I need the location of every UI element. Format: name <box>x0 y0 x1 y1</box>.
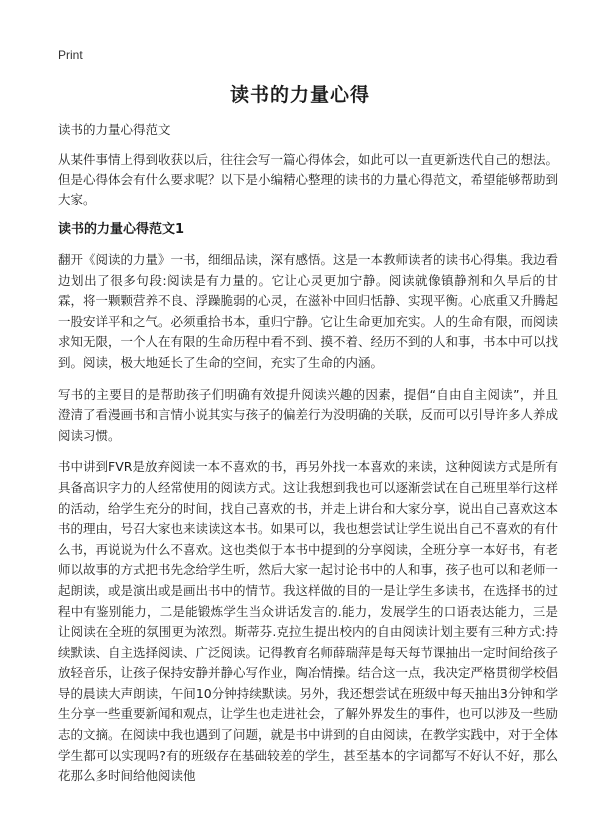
document-subtitle: 读书的力量心得范文 <box>58 122 171 137</box>
body-paragraph-2: 写书的主要目的是帮助孩子们明确有效提升阅读兴趣的因素，提倡“自由自主阅读”，并且澄清了看漫画书和言情小说其实与孩子的偏差行为没明确的关联，反而可以引导许多人养成阅读习惯。 <box>58 386 559 443</box>
print-label[interactable]: Print <box>58 48 83 62</box>
body-paragraph-1: 翻开《阅读的力量》一书，细细品读，深有感悟。这是一本教师读者的读书心得集。我边看边划出了很多句段:阅读是有力量的。它让心灵更加宁静。阅读就像镇静剂和久旱后的甘霖，将一颗颗营养不良、浮躁脆弱的心灵，在滋补中回归恬静、实现平衡。心底重又升腾起一股安详平和之气。必须重拾书本，重归宁静。它让生命更加充实。人的生命有限，而阅读求知无限，一个人在有限的生命历程中看不到、摸不着、经历不到的人和事，书本中可以找到。阅读，极大地延长了生命的空间，充实了生命的内涵。 <box>58 252 559 370</box>
body-paragraph-3: 书中讲到FVR是放弃阅读一本不喜欢的书，再另外找一本喜欢的来读，这种阅读方式是所有具备高识字力的人经常使用的阅读方式。这让我想到我也可以逐渐尝试在自己班里举行这样的活动，给学生充分的时间，找自己喜欢的书，并走上讲台和大家分享，说出自己喜欢这本书的理由，号召大家也来读读这本书。如果可以，我也想尝试让学生说出自己不喜欢的有什么书，再说说为什么不喜欢。这也类似于本书中提到的分享阅读，全班分享一本好书，有老师以故事的方式把书先念给学生听，然后大家一起讨论书中的人和事，孩子也可以和老师一起朗读，或是演出或是画出书中的情节。我这样做的目的一是让学生多读书，在选择书的过程中有鉴别能力，二是能锻炼学生当众讲话发言的.能力，发展学生的口语表达能力，三是让阅读在全班的氛围更为浓烈。斯蒂芬.克拉生提出校内的自由阅读计划主要有三种方式:持续默读、自主选择阅读、广泛阅读。记得教育名师薛瑞萍是每天每节课抽出一定时间给孩子放轻音乐，让孩子保持安静并静心写作业，陶冶情操。结合这一点，我决定严格贯彻学校倡导的晨读大声朗读，午间10分钟持续默读。另外，我还想尝试在班级中每天抽出3分钟和学生分享一些重要新闻和观点，让学生也走进社会，了解外界发生的事件，也可以涉及一些励志的文摘。在阅读中我也遇到了问题，就是书中讲到的自由阅读，在教学实践中，对于全体学生都可以实现吗?有的班级存在基础较差的学生，甚至基本的字词都写不好认不好，那么花那么多时间给他阅读他 <box>58 459 559 784</box>
page-title: 读书的力量心得 <box>229 84 370 106</box>
document-body <box>58 120 558 798</box>
section-heading: 读书的力量心得范文1 <box>58 222 185 237</box>
intro-paragraph: 从某件事情上得到收获以后，往往会写一篇心得体会，如此可以一直更新迭代自己的想法。但是心得体会有什么要求呢？以下是小编精心整理的读书的力量心得范文，希望能够帮助到大家。 <box>58 152 559 207</box>
